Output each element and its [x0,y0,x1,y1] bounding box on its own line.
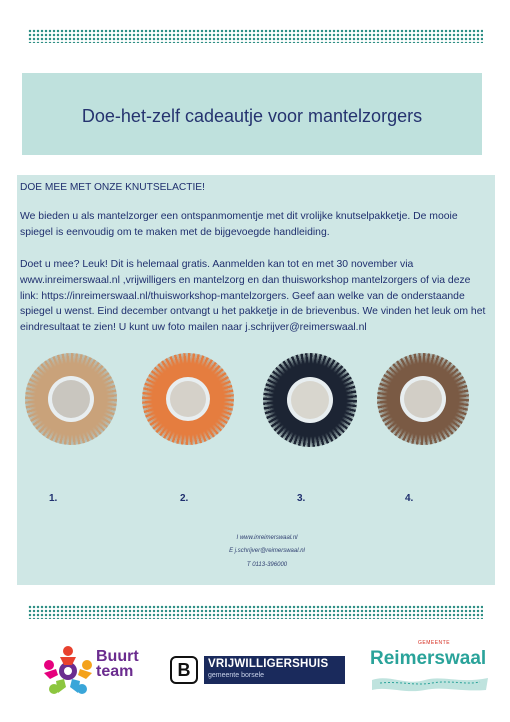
dotted-divider-top [28,29,483,43]
reimerswaal-logo [370,640,490,698]
mirror-number-3: 3. [297,493,306,504]
content-panel [17,175,495,585]
mirror-photo-4 [377,353,469,445]
dotted-divider-bottom [28,605,483,619]
reimerswaal-name: Reimerswaal [370,648,487,669]
buurtteam-logo [40,643,150,699]
vrijwilligershuis-mark-icon: B [170,656,198,684]
mirror-number-1: 1. [49,493,58,504]
mirror-number-4: 4. [405,493,414,504]
intro-paragraph: We bieden u als mantelzorger een ontspanmomentje met dit vrolijke knutselpakketje. De mooie spiegel is eenvoudig om te maken met de bijgevoegde handleiding. [20,211,458,238]
vrijwilligershuis-logo [170,656,345,686]
title-banner [22,73,482,155]
vrijwilligershuis-name: VRIJWILLIGERSHUIS [208,658,329,670]
reimerswaal-gemeente: GEMEENTE [418,640,451,646]
vrijwilligershuis-sub: gemeente borsele [208,672,265,679]
contact-website: I www.inreimerswaal.nl [236,535,298,541]
contact-phone: T 0113-396000 [246,562,288,568]
mirror-number-2: 2. [180,493,189,504]
buurtteam-people-icon [40,643,96,699]
section-heading: DOE MEE MET ONZE KNUTSELACTIE! [20,182,205,193]
page-title: Doe-het-zelf cadeautje voor mantelzorgers [81,106,423,126]
reimerswaal-map-icon [370,672,490,694]
contact-email: E j.schrijver@reimerswaal.nl [229,548,305,554]
buurtteam-word-2: team [96,663,134,680]
mirror-photo-2 [142,353,234,445]
mirror-photo-3 [263,353,357,447]
mirror-photo-1 [25,353,117,445]
buurtteam-word-1: Buurt [96,648,139,665]
signup-paragraph: Doet u mee? Leuk! Dit is helemaal gratis. Aanmelden kan tot en met 30 november via www.inreimerswaal.nl ,vrijwilligers en mantelzorg en dan thuisworkshop mantelzorgers of via deze link: https://inreimerswaal.nl/thuisworkshop-mantelzorgers. Geef aan welke van de onderstaande spiegel u wenst. Eind december ontvangt u het pakketje in de brievenbus. We vinden het leuk om het eindresultaat te zien! U kunt uw foto mailen naar j.schrijver@reimerswaal.nl [20,259,486,334]
